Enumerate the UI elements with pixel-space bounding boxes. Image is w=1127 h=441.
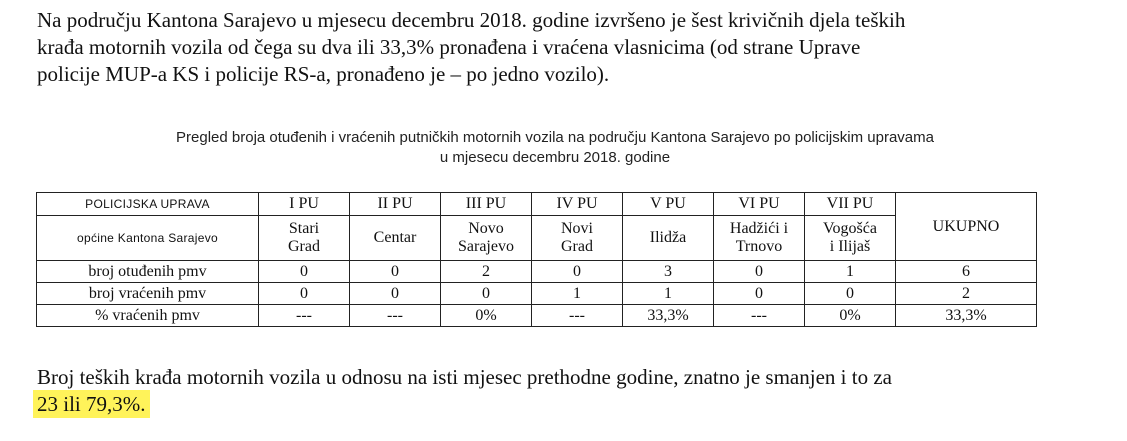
table-cell: 3 <box>623 261 714 283</box>
total-cell: 2 <box>896 283 1037 305</box>
unit-code: V PU <box>623 193 714 216</box>
table-cell: 0 <box>805 283 896 305</box>
total-cell: 6 <box>896 261 1037 283</box>
intro-paragraph <box>37 7 1057 88</box>
area-row <box>37 216 1037 261</box>
table-cell: 0 <box>714 261 805 283</box>
unit-code: I PU <box>259 193 350 216</box>
table-cell: 0 <box>441 283 532 305</box>
table-cell: 0 <box>350 261 441 283</box>
unit-code: VII PU <box>805 193 896 216</box>
table-cell: --- <box>350 305 441 327</box>
header-row <box>37 193 1037 216</box>
vehicle-theft-table <box>36 192 1037 327</box>
table-cell: --- <box>259 305 350 327</box>
table-cell: 0% <box>805 305 896 327</box>
unit-code: II PU <box>350 193 441 216</box>
outro-line-2 <box>37 391 1057 418</box>
row-label: broj vraćenih pmv <box>37 283 259 305</box>
unit-area: Vogošća i Ilijaš <box>805 216 896 261</box>
highlighted-figure: 23 ili 79,3%. <box>33 390 150 418</box>
unit-code: VI PU <box>714 193 805 216</box>
table-row-percent <box>37 305 1037 327</box>
unit-code: III PU <box>441 193 532 216</box>
subheader-municipalities: općine Kantona Sarajevo <box>37 216 259 261</box>
unit-area: Centar <box>350 216 441 261</box>
outro-paragraph <box>37 364 1057 418</box>
unit-area: Novi Grad <box>532 216 623 261</box>
table-cell: 1 <box>805 261 896 283</box>
table-cell: 0 <box>714 283 805 305</box>
header-police-unit: POLICIJSKA UPRAVA <box>37 193 259 216</box>
unit-code: IV PU <box>532 193 623 216</box>
unit-area: Novo Sarajevo <box>441 216 532 261</box>
table-caption <box>40 128 1070 168</box>
table-cell: 0 <box>259 283 350 305</box>
table-cell: 0 <box>532 261 623 283</box>
total-cell: 33,3% <box>896 305 1037 327</box>
row-label: % vraćenih pmv <box>37 305 259 327</box>
table-cell: 1 <box>623 283 714 305</box>
intro-line: policije MUP-a KS i policije RS-a, pronađeno je – po jedno vozilo). <box>37 62 610 86</box>
caption-line-2: u mjesecu decembru 2018. godine <box>439 149 671 166</box>
intro-line: Na području Kantona Sarajevo u mjesecu decembru 2018. godine izvršeno je šest krivičnih djela teških <box>37 8 906 32</box>
outro-line: Broj teških krađa motornih vozila u odnosu na isti mjesec prethodne godine, znatno je smanjen i to za <box>37 365 892 389</box>
unit-area: Hadžići i Trnovo <box>714 216 805 261</box>
row-label: broj otuđenih pmv <box>37 261 259 283</box>
table-cell: 0% <box>441 305 532 327</box>
table-cell: 33,3% <box>623 305 714 327</box>
table-row-returned <box>37 283 1037 305</box>
caption-line-1: Pregled broja otuđenih i vraćenih putničkih motornih vozila na području Kantona Sarajevo po policijskim upravama <box>176 129 934 146</box>
table-cell: --- <box>714 305 805 327</box>
table-cell: 1 <box>532 283 623 305</box>
table-row-stolen <box>37 261 1037 283</box>
table-cell: 0 <box>350 283 441 305</box>
unit-area: Ilidža <box>623 216 714 261</box>
table-cell: 0 <box>259 261 350 283</box>
intro-line: krađa motornih vozila od čega su dva ili 33,3% pronađena i vraćena vlasnicima (od strane Uprave <box>37 35 861 59</box>
table-cell: 2 <box>441 261 532 283</box>
unit-area: Stari Grad <box>259 216 350 261</box>
table-cell: --- <box>532 305 623 327</box>
total-header: UKUPNO <box>896 193 1037 261</box>
